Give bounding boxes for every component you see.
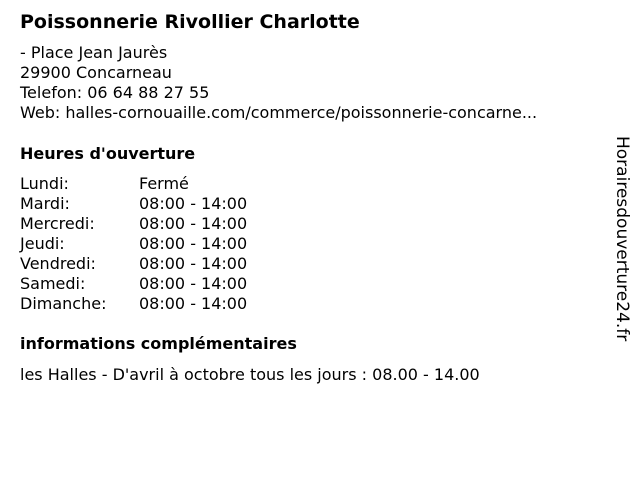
hours-row-sunday: [20, 294, 320, 314]
hours-row-friday: [20, 254, 320, 274]
day-label: Vendredi:: [20, 254, 96, 273]
time-value: 08:00 - 14:00: [139, 234, 248, 253]
day-label: Jeudi:: [20, 234, 65, 253]
hours-row-tuesday: [20, 194, 320, 214]
info-text: les Halles - D'avril à octobre tous les jours : 08.00 - 14.00: [20, 365, 480, 384]
brand-text: Horairesdouverture24.fr: [612, 136, 632, 342]
address-city: 29900 Concarneau: [20, 63, 172, 82]
time-value: 08:00 - 14:00: [139, 254, 248, 273]
hours-row-wednesday: [20, 214, 320, 234]
day-label: Mercredi:: [20, 214, 95, 233]
info-title: informations complémentaires: [20, 334, 297, 353]
time-value: 08:00 - 14:00: [139, 274, 248, 293]
address-block: [20, 43, 537, 123]
time-value: 08:00 - 14:00: [139, 194, 248, 213]
hours-row-thursday: [20, 234, 320, 254]
day-label: Mardi:: [20, 194, 70, 213]
time-value: 08:00 - 14:00: [139, 294, 248, 313]
hours-row-monday: [20, 174, 320, 194]
day-label: Dimanche:: [20, 294, 107, 313]
business-name: Poissonnerie Rivollier Charlotte: [20, 11, 360, 33]
hours-table: [20, 174, 320, 314]
phone-line: Telefon: 06 64 88 27 55: [20, 83, 210, 102]
brand-watermark: [612, 136, 632, 346]
day-label: Samedi:: [20, 274, 86, 293]
hours-title: Heures d'ouverture: [20, 144, 196, 163]
time-value: 08:00 - 14:00: [139, 214, 248, 233]
address-street: - Place Jean Jaurès: [20, 43, 168, 62]
web-line: Web: halles-cornouaille.com/commerce/poissonnerie-concarne...: [20, 103, 538, 122]
hours-row-saturday: [20, 274, 320, 294]
time-value: Fermé: [139, 174, 189, 193]
day-label: Lundi:: [20, 174, 69, 193]
